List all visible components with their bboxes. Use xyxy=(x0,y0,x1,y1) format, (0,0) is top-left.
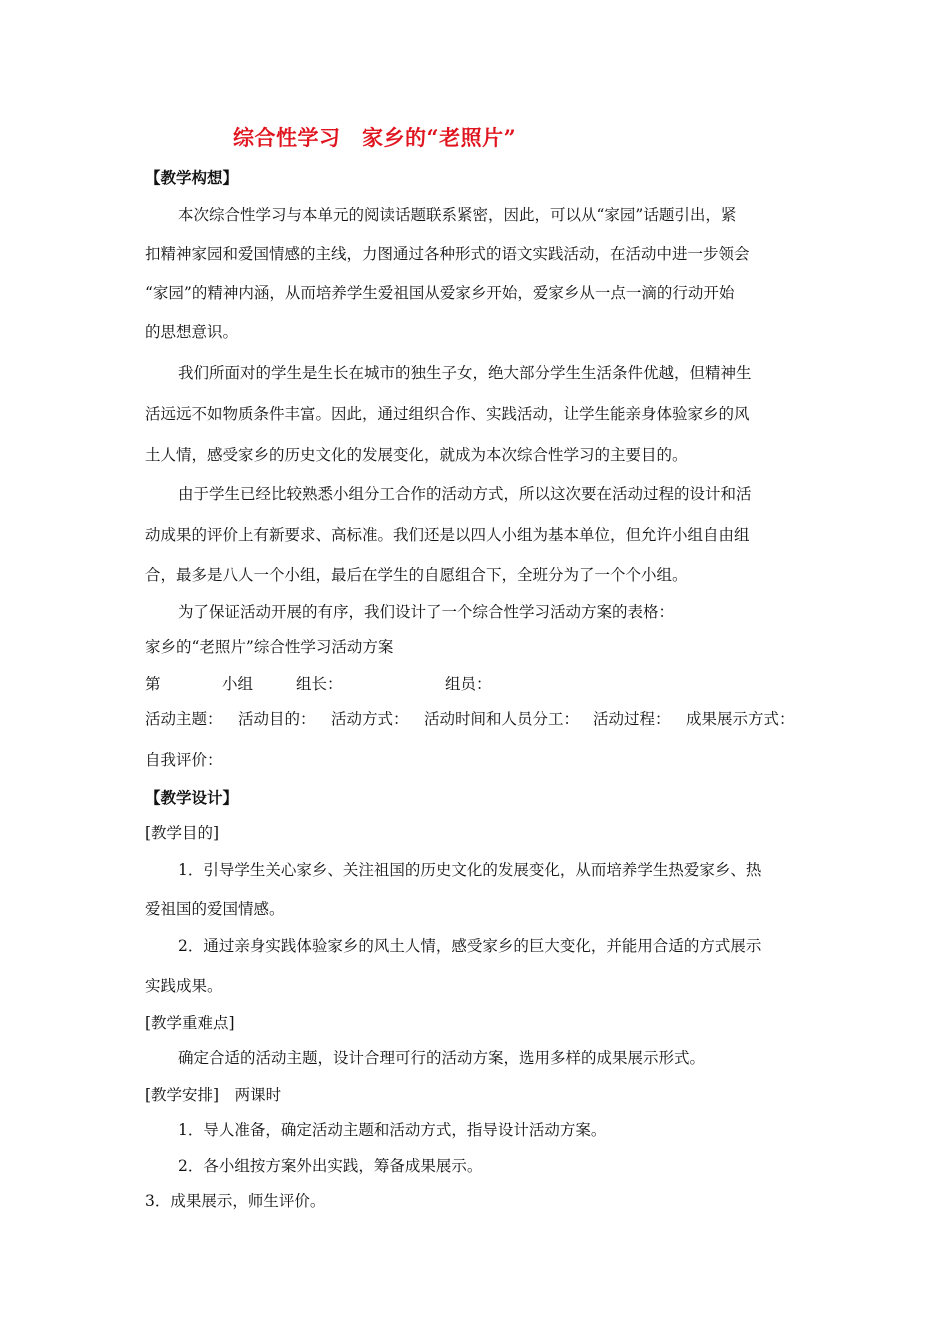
goal-line: 2．通过亲身实践体验家乡的风土人情，感受家乡的巨大变化，并能用合适的方式展示 xyxy=(178,937,762,955)
difficulty-text: 确定合适的活动主题，设计合理可行的活动方案，选用多样的成果展示形式。 xyxy=(178,1049,706,1067)
field-time-division: 活动时间和人员分工： xyxy=(424,710,580,728)
field-method: 活动方式： xyxy=(331,710,409,728)
arrangement-item: 3．成果展示，师生评价。 xyxy=(145,1192,326,1210)
goal-line: 实践成果。 xyxy=(145,977,223,995)
goal-line: 1．引导学生关心家乡、关注祖国的历史文化的发展变化，从而培养学生热爱家乡、热 xyxy=(178,861,762,879)
paragraph-line: 我们所面对的学生是生长在城市的独生子女，绝大部分学生生活条件优越，但精神生 xyxy=(178,364,752,382)
paragraph-line: 本次综合性学习与本单元的阅读话题联系紧密，因此，可以从“家园”话题引出，紧 xyxy=(178,206,737,224)
plan-group-row xyxy=(145,672,805,694)
group-suffix: 小组 xyxy=(222,675,254,693)
plan-title: 家乡的“老照片”综合性学习活动方案 xyxy=(145,638,394,656)
group-prefix: 第 xyxy=(145,675,161,693)
subheading-arrangement: [教学安排] 两课时 xyxy=(145,1086,282,1104)
paragraph-line: 土人情，感受家乡的历史文化的发展变化，就成为本次综合性学习的主要目的。 xyxy=(145,446,688,464)
group-leader-label: 组长： xyxy=(296,675,343,693)
section-heading-design: 【教学设计】 xyxy=(145,788,239,807)
field-purpose: 活动目的： xyxy=(238,710,316,728)
paragraph-line: 活远远不如物质条件丰富。因此，通过组织合作、实践活动，让学生能亲身体验家乡的风 xyxy=(145,405,750,423)
plan-fields-row xyxy=(145,707,810,729)
subheading-difficulty: [教学重难点] xyxy=(145,1014,235,1032)
arrangement-item: 1．导人准备，确定活动主题和活动方式，指导设计活动方案。 xyxy=(178,1121,607,1139)
paragraph-line: “家园”的精神内涵，从而培养学生爱祖国从爱家乡开始，爱家乡从一点一滴的行动开始 xyxy=(145,284,735,302)
arrangement-item: 2．各小组按方案外出实践，筹备成果展示。 xyxy=(178,1157,483,1175)
paragraph-line: 为了保证活动开展的有序，我们设计了一个综合性学习活动方案的表格： xyxy=(178,603,675,621)
paragraph-line: 的思想意识。 xyxy=(145,323,239,341)
paragraph-line: 合，最多是八人一个小组，最后在学生的自愿组合下，全班分为了一个个小组。 xyxy=(145,566,688,584)
section-heading-concept: 【教学构想】 xyxy=(145,168,239,187)
field-theme: 活动主题： xyxy=(145,710,223,728)
goal-line: 爱祖国的爱国情感。 xyxy=(145,900,285,918)
paragraph-line: 动成果的评价上有新要求、高标准。我们还是以四人小组为基本单位，但允许小组自由组 xyxy=(145,526,750,544)
paragraph-line: 扣精神家园和爱国情感的主线，力图通过各种形式的语文实践活动，在活动中进一步领会 xyxy=(145,245,750,263)
self-evaluation-label: 自我评价： xyxy=(145,751,223,769)
subheading-goals: [教学目的] xyxy=(145,824,220,842)
paragraph-line: 由于学生已经比较熟悉小组分工合作的活动方式，所以这次要在活动过程的设计和活 xyxy=(178,485,752,503)
document-title: 综合性学习 家乡的“老照片” xyxy=(233,125,517,150)
field-result-display: 成果展示方式： xyxy=(686,710,795,728)
field-process: 活动过程： xyxy=(593,710,671,728)
group-members-label: 组员： xyxy=(445,675,492,693)
